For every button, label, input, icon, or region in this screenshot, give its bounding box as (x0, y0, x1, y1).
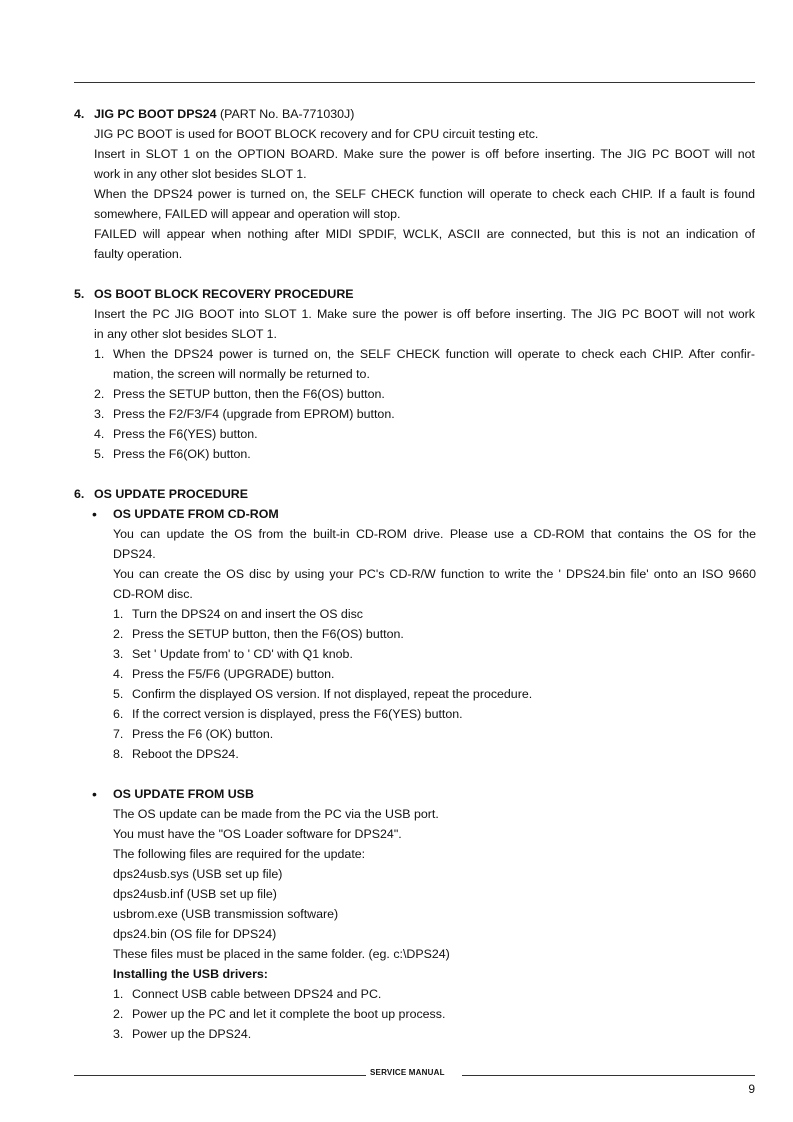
step-number: 2. (94, 387, 105, 401)
step-text: Set ' Update from' to ' CD' with Q1 knob. (132, 647, 353, 661)
step-number: 6. (113, 707, 124, 721)
section-4-line: work in any other slot besides SLOT 1. (94, 167, 307, 181)
usb-file-line: dps24.bin (OS file for DPS24) (113, 927, 277, 941)
step-text: Turn the DPS24 on and insert the OS disc (132, 607, 363, 621)
section-4-line: FAILED will appear when nothing after MIDI SPDIF, WCLK, ASCII are connected, but this is not an indication of (94, 227, 755, 241)
footer-rule-left (74, 1075, 366, 1076)
section-5-intro-line: Insert the PC JIG BOOT into SLOT 1. Make sure the power is off before inserting. The JIG PC BOOT will not work (94, 307, 755, 321)
step-number: 5. (113, 687, 124, 701)
section-4-line: somewhere, FAILED will appear and operation will stop. (94, 207, 401, 221)
step-text: Press the F5/F6 (UPGRADE) button. (132, 667, 335, 681)
cd-update-line: You can create the OS disc by using your PC's CD-R/W function to write the ' DPS24.bin file' onto an ISO 9660 (113, 567, 756, 581)
step-number: 2. (113, 627, 124, 641)
usb-update-line: The following files are required for the update: (113, 847, 366, 861)
step-text: Connect USB cable between DPS24 and PC. (132, 987, 382, 1001)
step-text: Power up the DPS24. (132, 1027, 252, 1041)
step-number: 8. (113, 747, 124, 761)
step-number: 3. (113, 647, 124, 661)
page-number: 9 (748, 1082, 755, 1096)
cd-update-line: DPS24. (113, 547, 156, 561)
section-6-number: 6. (74, 487, 85, 501)
section-4-title-bold: JIG PC BOOT DPS24 (94, 107, 217, 121)
cd-update-line: CD-ROM disc. (113, 587, 193, 601)
step-number: 2. (113, 1007, 124, 1021)
section-4-number: 4. (74, 107, 85, 121)
step-text: Press the F6 (OK) button. (132, 727, 274, 741)
step-text: Power up the PC and let it complete the boot up process. (132, 1007, 446, 1021)
section-4-line: When the DPS24 power is turned on, the SELF CHECK function will operate to check each CHIP. If a fault is found (94, 187, 755, 201)
cd-update-title: OS UPDATE FROM CD-ROM (113, 507, 279, 521)
step-text: Press the F6(OK) button. (113, 447, 251, 461)
bullet-icon: • (92, 786, 97, 802)
usb-update-line: These files must be placed in the same folder. (eg. c:\DPS24) (113, 947, 450, 961)
step-text: Press the SETUP button, then the F6(OS) button. (113, 387, 385, 401)
usb-update-title: OS UPDATE FROM USB (113, 787, 254, 801)
section-4-line: faulty operation. (94, 247, 183, 261)
footer-label: SERVICE MANUAL (370, 1068, 445, 1077)
step-number: 4. (94, 427, 105, 441)
header-rule (74, 82, 755, 83)
section-4-title (94, 104, 354, 124)
step-number: 1. (113, 607, 124, 621)
cd-update-line: You can update the OS from the built-in CD-ROM drive. Please use a CD-ROM that contains the OS for the (113, 527, 756, 541)
section-5-number: 5. (74, 287, 85, 301)
step-number: 5. (94, 447, 105, 461)
step-text: Press the F2/F3/F4 (upgrade from EPROM) button. (113, 407, 395, 421)
step-text: If the correct version is displayed, press the F6(YES) button. (132, 707, 463, 721)
step-text: Confirm the displayed OS version. If not displayed, repeat the procedure. (132, 687, 533, 701)
step-number: 3. (113, 1027, 124, 1041)
step-text: Press the F6(YES) button. (113, 427, 258, 441)
usb-update-line: You must have the "OS Loader software for DPS24". (113, 827, 402, 841)
usb-update-line: The OS update can be made from the PC via the USB port. (113, 807, 439, 821)
section-4-line: JIG PC BOOT is used for BOOT BLOCK recovery and for CPU circuit testing etc. (94, 127, 539, 141)
bullet-icon: • (92, 506, 97, 522)
step-number: 4. (113, 667, 124, 681)
step-number: 7. (113, 727, 124, 741)
step-number: 3. (94, 407, 105, 421)
footer-rule-right (462, 1075, 755, 1076)
usb-file-line: dps24usb.sys (USB set up file) (113, 867, 283, 881)
step-text: When the DPS24 power is turned on, the SELF CHECK function will operate to check each CHIP. After confir- (113, 347, 755, 361)
step-text: mation, the screen will normally be returned to. (113, 367, 370, 381)
footer (74, 1068, 755, 1082)
step-number: 1. (94, 347, 105, 361)
usb-file-line: usbrom.exe (USB transmission software) (113, 907, 339, 921)
usb-file-line: dps24usb.inf (USB set up file) (113, 887, 277, 901)
section-6-title: OS UPDATE PROCEDURE (94, 487, 248, 501)
section-4-title-part: (PART No. BA-771030J) (216, 107, 355, 121)
section-5-intro-line: in any other slot besides SLOT 1. (94, 327, 277, 341)
usb-drivers-subheading: Installing the USB drivers: (113, 967, 268, 981)
step-text: Reboot the DPS24. (132, 747, 239, 761)
step-text: Press the SETUP button, then the F6(OS) button. (132, 627, 404, 641)
section-4-line: Insert in SLOT 1 on the OPTION BOARD. Make sure the power is off before inserting. The JIG PC BOOT will not (94, 147, 755, 161)
step-number: 1. (113, 987, 124, 1001)
section-5-title: OS BOOT BLOCK RECOVERY PROCEDURE (94, 287, 354, 301)
